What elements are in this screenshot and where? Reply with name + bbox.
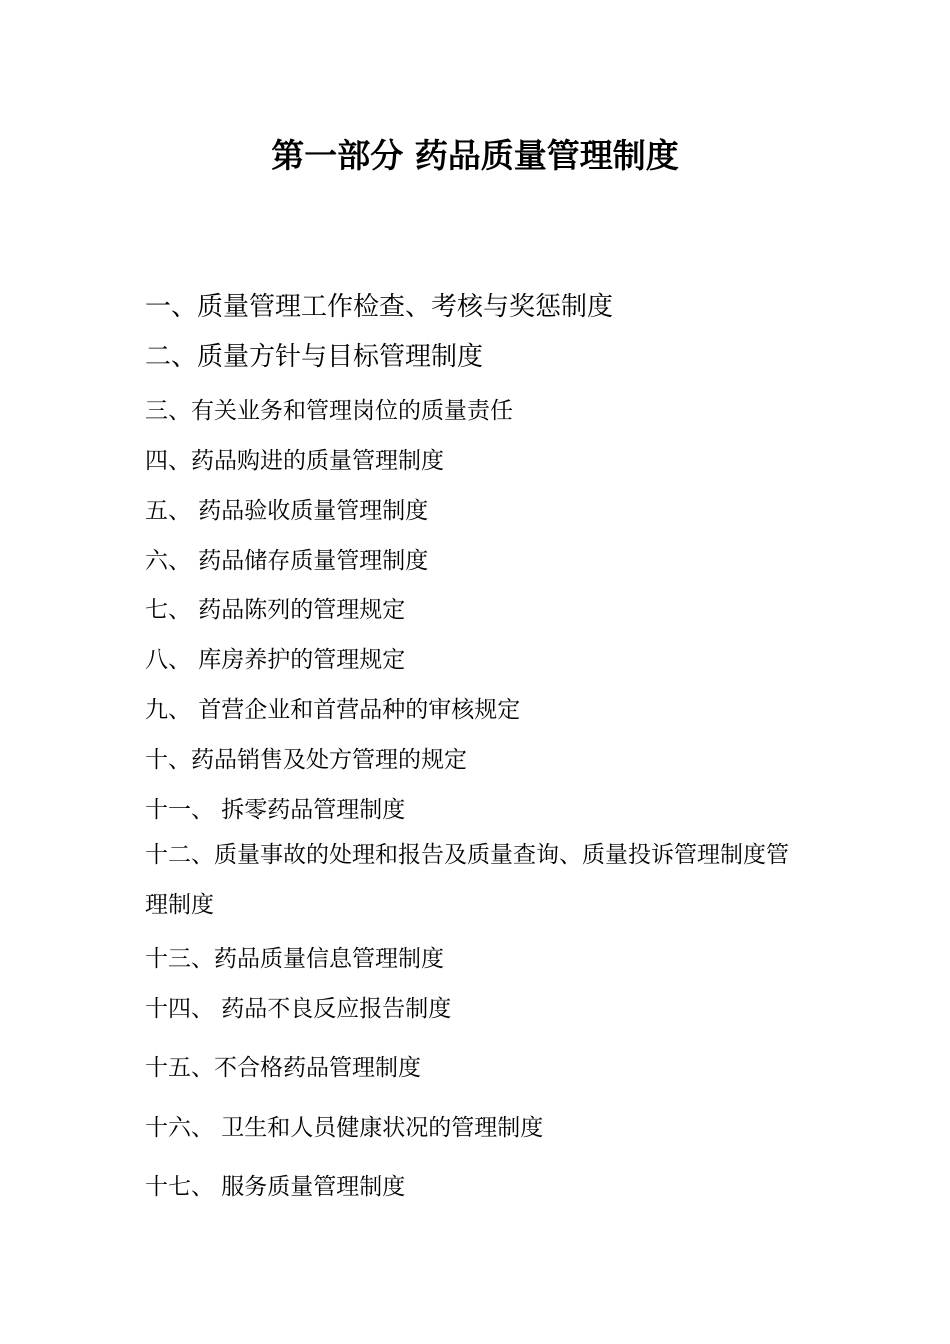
toc-item-10: 十、药品销售及处方管理的规定: [145, 747, 467, 773]
page-title: 第一部分 药品质量管理制度: [271, 136, 679, 175]
toc-item-5: 五、 药品验收质量管理制度: [145, 498, 429, 524]
toc-item-3: 三、有关业务和管理岗位的质量责任: [145, 398, 513, 424]
toc-item-12-part-2: 及质量: [444, 842, 513, 868]
toc-item-16: 十六、 卫生和人员健康状况的管理制度: [145, 1115, 544, 1141]
toc-item-12: [145, 830, 810, 930]
toc-item-17: 十七、 服务质量管理制度: [145, 1174, 406, 1200]
toc-item-14: 十四、 药品不良反应报告制度: [145, 996, 452, 1022]
toc-item-12-part-5: 管理制度: [145, 842, 789, 918]
toc-item-1: 一、质量管理工作检查、考核与奖惩制度: [145, 292, 614, 322]
toc-item-2: 二、质量方针与目标管理制度: [145, 342, 484, 372]
toc-item-12-part-4: 管理制度: [674, 842, 766, 868]
toc-item-12-part-1: 十二、质量事故的处理和报告: [145, 842, 444, 868]
toc-item-4: 四、药品购进的质量管理制度: [145, 448, 444, 474]
toc-item-11: 十一、 拆零药品管理制度: [145, 797, 406, 823]
toc-item-9: 九、 首营企业和首营品种的审核规定: [145, 697, 521, 723]
toc-item-6: 六、 药品储存质量管理制度: [145, 548, 429, 574]
toc-item-15: 十五、不合格药品管理制度: [145, 1055, 421, 1081]
toc-item-7: 七、 药品陈列的管理规定: [145, 597, 406, 623]
toc-item-12-part-3: 查询、质量投诉: [513, 842, 674, 868]
toc-item-8: 八、 库房养护的管理规定: [145, 647, 406, 673]
toc-item-13: 十三、药品质量信息管理制度: [145, 946, 444, 972]
